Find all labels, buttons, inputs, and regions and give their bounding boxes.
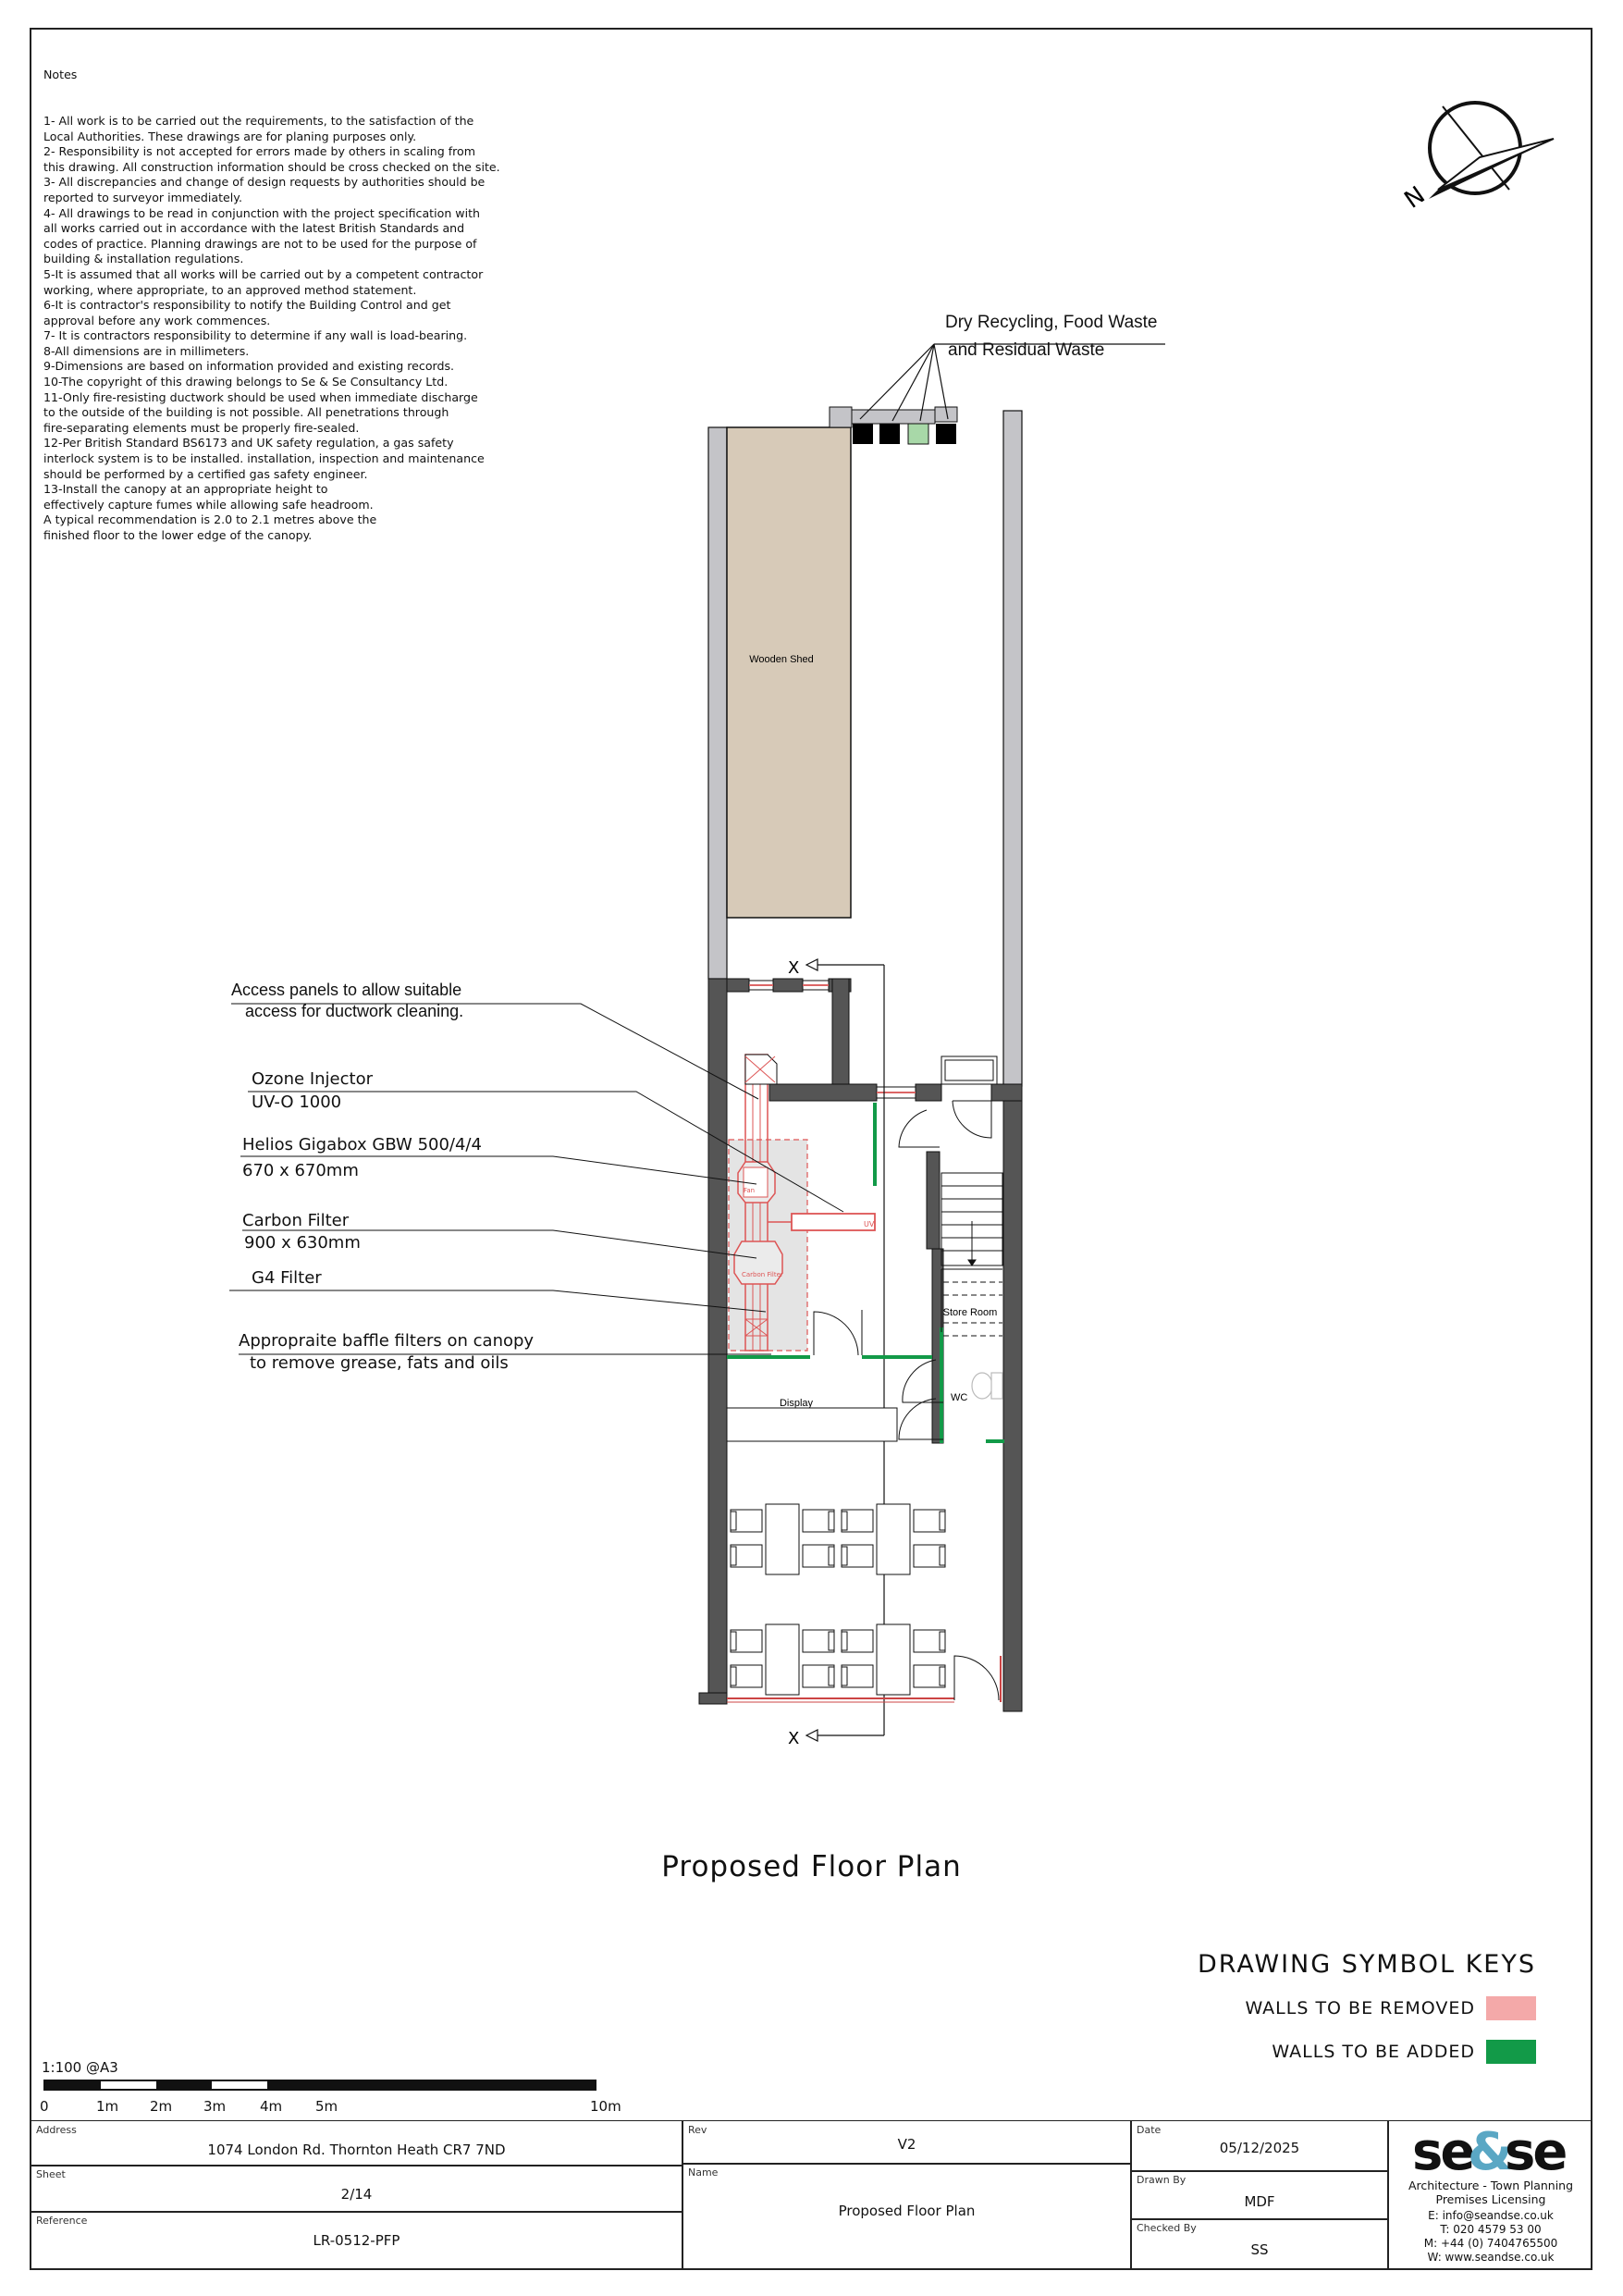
tb-reference: Reference LR-0512-PFP [30, 2211, 683, 2270]
note-line: effectively capture fumes while allowing safe headroom. [43, 497, 374, 512]
shed-label: Wooden Shed [749, 654, 814, 665]
callout-helios-2: 670 x 670mm [242, 1161, 359, 1180]
callout-ozone-2: UV-O 1000 [252, 1092, 342, 1112]
note-line: fire-separating elements must be properly fire-sealed. [43, 420, 360, 435]
north-label: N [1399, 181, 1431, 215]
chair-back [829, 1667, 834, 1685]
contact-mobile: M: +44 (0) 7404765500 [1423, 2237, 1558, 2250]
contact-phone: T: 020 4579 53 00 [1440, 2223, 1542, 2236]
note-line: 3- All discrepancies and change of design requests by authorities should be [43, 175, 486, 190]
note-line: 6-It is contractor's responsibility to notify the Building Control and get [43, 298, 451, 313]
display-label: Display [779, 1398, 814, 1409]
dining-tables [731, 1504, 945, 1695]
callout-baffle-1: Appropraite baffle filters on canopy [239, 1331, 535, 1351]
chair-back [940, 1667, 945, 1685]
rev-value: V2 [897, 2136, 916, 2153]
waste-label-1: Dry Recycling, Food Waste [945, 313, 1158, 332]
section-marker-bottom: X [788, 1729, 800, 1748]
callout-ozone-1: Ozone Injector [252, 1069, 373, 1089]
chair-back [842, 1632, 847, 1650]
note-line: should be performed by a certified gas safety engineer. [43, 466, 368, 481]
scale-tick-2: 2m [150, 2098, 173, 2115]
scale-tick-1: 1m [96, 2098, 119, 2115]
note-line: 2- Responsibility is not accepted for errors made by others in scaling from [43, 144, 476, 159]
tb-checked: Checked By SS [1130, 2218, 1389, 2270]
wc-fixture [972, 1373, 1002, 1399]
reference-value: LR-0512-PFP [313, 2232, 400, 2249]
contact-web: W: www.seandse.co.uk [1427, 2251, 1555, 2264]
callout-baffle-2: to remove grease, fats and oils [250, 1353, 509, 1373]
note-line: codes of practice. Planning drawings are not to be used for the purpose of [43, 236, 477, 251]
note-line: all works carried out in accordance with the latest British Standards and [43, 221, 465, 236]
display-counter [727, 1408, 897, 1441]
scale-label: 1:100 @A3 [42, 2059, 118, 2076]
note-line: 11-Only fire-resisting ductwork should be used when immediate discharge [43, 389, 478, 404]
chair-back [829, 1547, 834, 1565]
dining-table [877, 1624, 910, 1695]
key-removed-label: WALLS TO BE REMOVED [1245, 1998, 1475, 2018]
note-line: 7- It is contractors responsibility to determine if any wall is load-bearing. [43, 328, 468, 343]
key-added [1272, 2039, 1536, 2065]
tagline-2: Premises Licensing [1435, 2192, 1546, 2206]
chair-back [829, 1632, 834, 1650]
callout-carbon-1: Carbon Filter [242, 1211, 350, 1230]
scale-tick-5: 5m [315, 2098, 338, 2115]
note-line: 9-Dimensions are based on information provided and existing records. [43, 359, 455, 374]
scale-tick-3: 3m [203, 2098, 227, 2115]
note-line: A typical recommendation is 2.0 to 2.1 metres above the [43, 512, 377, 527]
key-removed-swatch [1486, 1996, 1536, 2020]
chair-back [940, 1632, 945, 1650]
dining-table [877, 1504, 910, 1574]
scale-tick-6: 10m [590, 2098, 621, 2115]
callout-access-2: access for ductwork cleaning. [245, 1002, 464, 1020]
tb-date: Date 05/12/2025 [1130, 2120, 1389, 2172]
scale-tick-0: 0 [40, 2098, 49, 2115]
notes-heading: Notes [43, 68, 78, 82]
page-title: Proposed Floor Plan [661, 1850, 962, 1883]
section-marker-top: X [788, 958, 800, 978]
chair-back [940, 1512, 945, 1530]
key-title: DRAWING SYMBOL KEYS [1197, 1950, 1536, 1979]
chair-back [842, 1512, 847, 1530]
svg-text:se: se [1505, 2123, 1566, 2180]
dining-table [766, 1504, 799, 1574]
svg-text:Carbon Filter: Carbon Filter [742, 1271, 783, 1278]
scale-bar [43, 2080, 596, 2091]
contact-email: E: info@seandse.co.uk [1428, 2209, 1554, 2222]
callout-access-1: Access panels to allow suitable [231, 981, 462, 999]
tagline-1: Architecture - Town Planning [1408, 2179, 1574, 2192]
note-line: this drawing. All construction information should be cross checked on the site. [43, 159, 500, 174]
chair-back [731, 1547, 736, 1565]
note-line: building & installation regulations. [43, 252, 244, 266]
note-line: finished floor to the lower edge of the canopy. [43, 528, 313, 542]
callout-g4: G4 Filter [252, 1268, 322, 1288]
callout-carbon-2: 900 x 630mm [244, 1233, 361, 1253]
wooden-shed [727, 427, 851, 918]
tb-logo [1387, 2120, 1592, 2270]
note-line: 13-Install the canopy at an appropriate height to [43, 482, 328, 497]
chair-back [731, 1512, 736, 1530]
chair-back [842, 1547, 847, 1565]
svg-text:&: & [1468, 2123, 1510, 2180]
key-added-label: WALLS TO BE ADDED [1272, 2042, 1475, 2062]
scale-tick-4: 4m [260, 2098, 283, 2115]
waste-label-2: and Residual Waste [948, 340, 1105, 360]
note-line: 12-Per British Standard BS6173 and UK safety regulation, a gas safety [43, 436, 454, 451]
key-added-swatch [1486, 2040, 1536, 2064]
tb-rev: Rev V2 [682, 2120, 1132, 2165]
address-value: 1074 London Rd. Thornton Heath CR7 7ND [207, 2142, 506, 2158]
wc-label: WC [951, 1392, 968, 1403]
store-room-label: Store Room [942, 1307, 998, 1318]
chair-back [829, 1512, 834, 1530]
chair-back [940, 1547, 945, 1565]
title-block [30, 2120, 1592, 2270]
note-line: 8-All dimensions are in millimeters. [43, 343, 250, 358]
note-line: 10-The copyright of this drawing belongs to Se & Se Consultancy Ltd. [43, 375, 449, 389]
chair-back [731, 1667, 736, 1685]
dining-table [766, 1624, 799, 1695]
date-value: 05/12/2025 [1219, 2140, 1300, 2156]
svg-text:Fan: Fan [744, 1187, 756, 1194]
chair-back [842, 1667, 847, 1685]
checked-value: SS [1250, 2241, 1269, 2258]
note-line: working, where appropriate, to an approved method statement. [43, 282, 417, 297]
note-line: approval before any work commences. [43, 313, 271, 327]
note-line: 4- All drawings to be read in conjunction with the project specification with [43, 205, 481, 220]
north-arrow-icon [1399, 103, 1554, 215]
name-value: Proposed Floor Plan [838, 2203, 976, 2219]
note-line: 5-It is assumed that all works will be carried out by a competent contractor [43, 266, 484, 281]
svg-text:UV: UV [864, 1220, 875, 1228]
note-line: interlock system is to be installed. installation, inspection and maintenance [43, 451, 485, 466]
note-line: 1- All work is to be carried out the requirements, to the satisfaction of the [43, 113, 474, 128]
chair-back [731, 1632, 736, 1650]
note-line: Local Authorities. These drawings are for planing purposes only. [43, 129, 417, 143]
tb-drawn: Drawn By MDF [1130, 2170, 1389, 2220]
svg-text:se: se [1412, 2123, 1473, 2180]
tb-sheet: Sheet 2/14 [30, 2165, 683, 2213]
key-removed [1245, 1995, 1536, 2021]
callout-helios-1: Helios Gigabox GBW 500/4/4 [242, 1135, 482, 1154]
tb-name: Name Proposed Floor Plan [682, 2163, 1132, 2270]
sheet-value: 2/14 [340, 2186, 373, 2203]
tb-address: Address 1074 London Rd. Thornton Heath CR7 7ND [30, 2120, 683, 2166]
note-line: to the outside of the building is not possible. All penetrations through [43, 405, 449, 420]
note-line: reported to surveyor immediately. [43, 190, 242, 204]
drawn-value: MDF [1244, 2193, 1275, 2210]
